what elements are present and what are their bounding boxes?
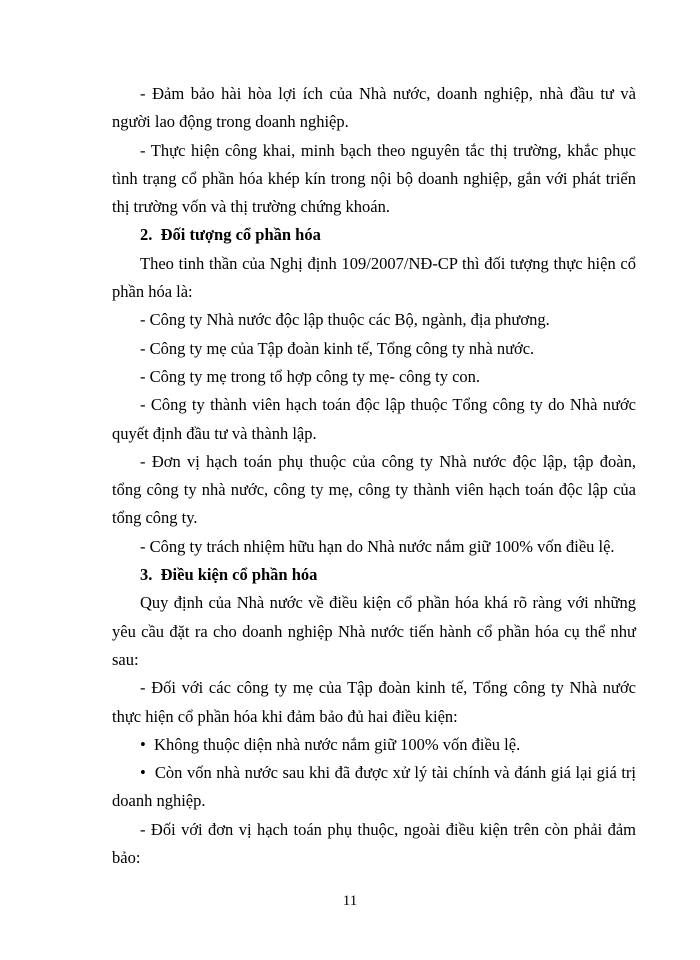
list-item-dash: - Đối với các công ty mẹ của Tập đoàn kinh tế, Tổng công ty Nhà nước thực hiện cổ phần hóa khi đảm bảo đủ hai điều kiện: [112,678,636,726]
section-heading: 2. Đối tượng cổ phần hóa [140,225,321,245]
list-item-dash: - Đơn vị hạch toán phụ thuộc của công ty Nhà nước độc lập, tập đoàn, tổng công ty nhà nước, công ty mẹ, công ty thành viên hạch toán độc lập của tổng công ty. [112,451,636,528]
list-item-dash: - Công ty Nhà nước độc lập thuộc các Bộ, ngành, địa phương. [140,310,550,330]
list-item-dash: - Đảm bảo hài hòa lợi ích của Nhà nước, doanh nghiệp, nhà đầu tư và người lao động trong doanh nghiệp. [112,84,636,132]
list-item-dash: - Công ty trách nhiệm hữu hạn do Nhà nước nắm giữ 100% vốn điều lệ. [140,536,615,556]
paragraph: Theo tinh thần của Nghị định 109/2007/NĐ-CP thì đối tượng thực hiện cổ phần hóa là: [112,253,636,302]
page-number: 11 [342,893,358,909]
paragraph: Quy định của Nhà nước về điều kiện cổ phần hóa khá rõ ràng với những yêu cầu đặt ra cho doanh nghiệp Nhà nước tiến hành cổ phần hóa cụ thể như sau: [112,593,636,669]
section-heading: 3. Điều kiện cổ phần hóa [140,565,318,585]
list-item-dash: - Đối với đơn vị hạch toán phụ thuộc, ngoài điều kiện trên còn phải đảm bảo: [112,819,636,868]
list-item-dash: - Thực hiện công khai, minh bạch theo nguyên tắc thị trường, khắc phục tình trạng cổ phần hóa khép kín trong nội bộ doanh nghiệp, gắn với phát triển thị trường vốn và thị trường chứng khoán. [112,140,636,217]
list-item-bullet: • Còn vốn nhà nước sau khi đã được xử lý tài chính và đánh giá lại giá trị doanh nghiệp. [112,763,636,811]
list-item-dash: - Công ty mẹ của Tập đoàn kinh tế, Tổng công ty nhà nước. [140,338,535,358]
list-item-bullet: • Không thuộc diện nhà nước nắm giữ 100% vốn điều lệ. [140,734,521,754]
list-item-dash: - Công ty thành viên hạch toán độc lập thuộc Tổng công ty do Nhà nước quyết định đầu tư và thành lập. [112,395,636,443]
list-item-dash: - Công ty mẹ trong tổ hợp công ty mẹ- công ty con. [140,366,481,386]
